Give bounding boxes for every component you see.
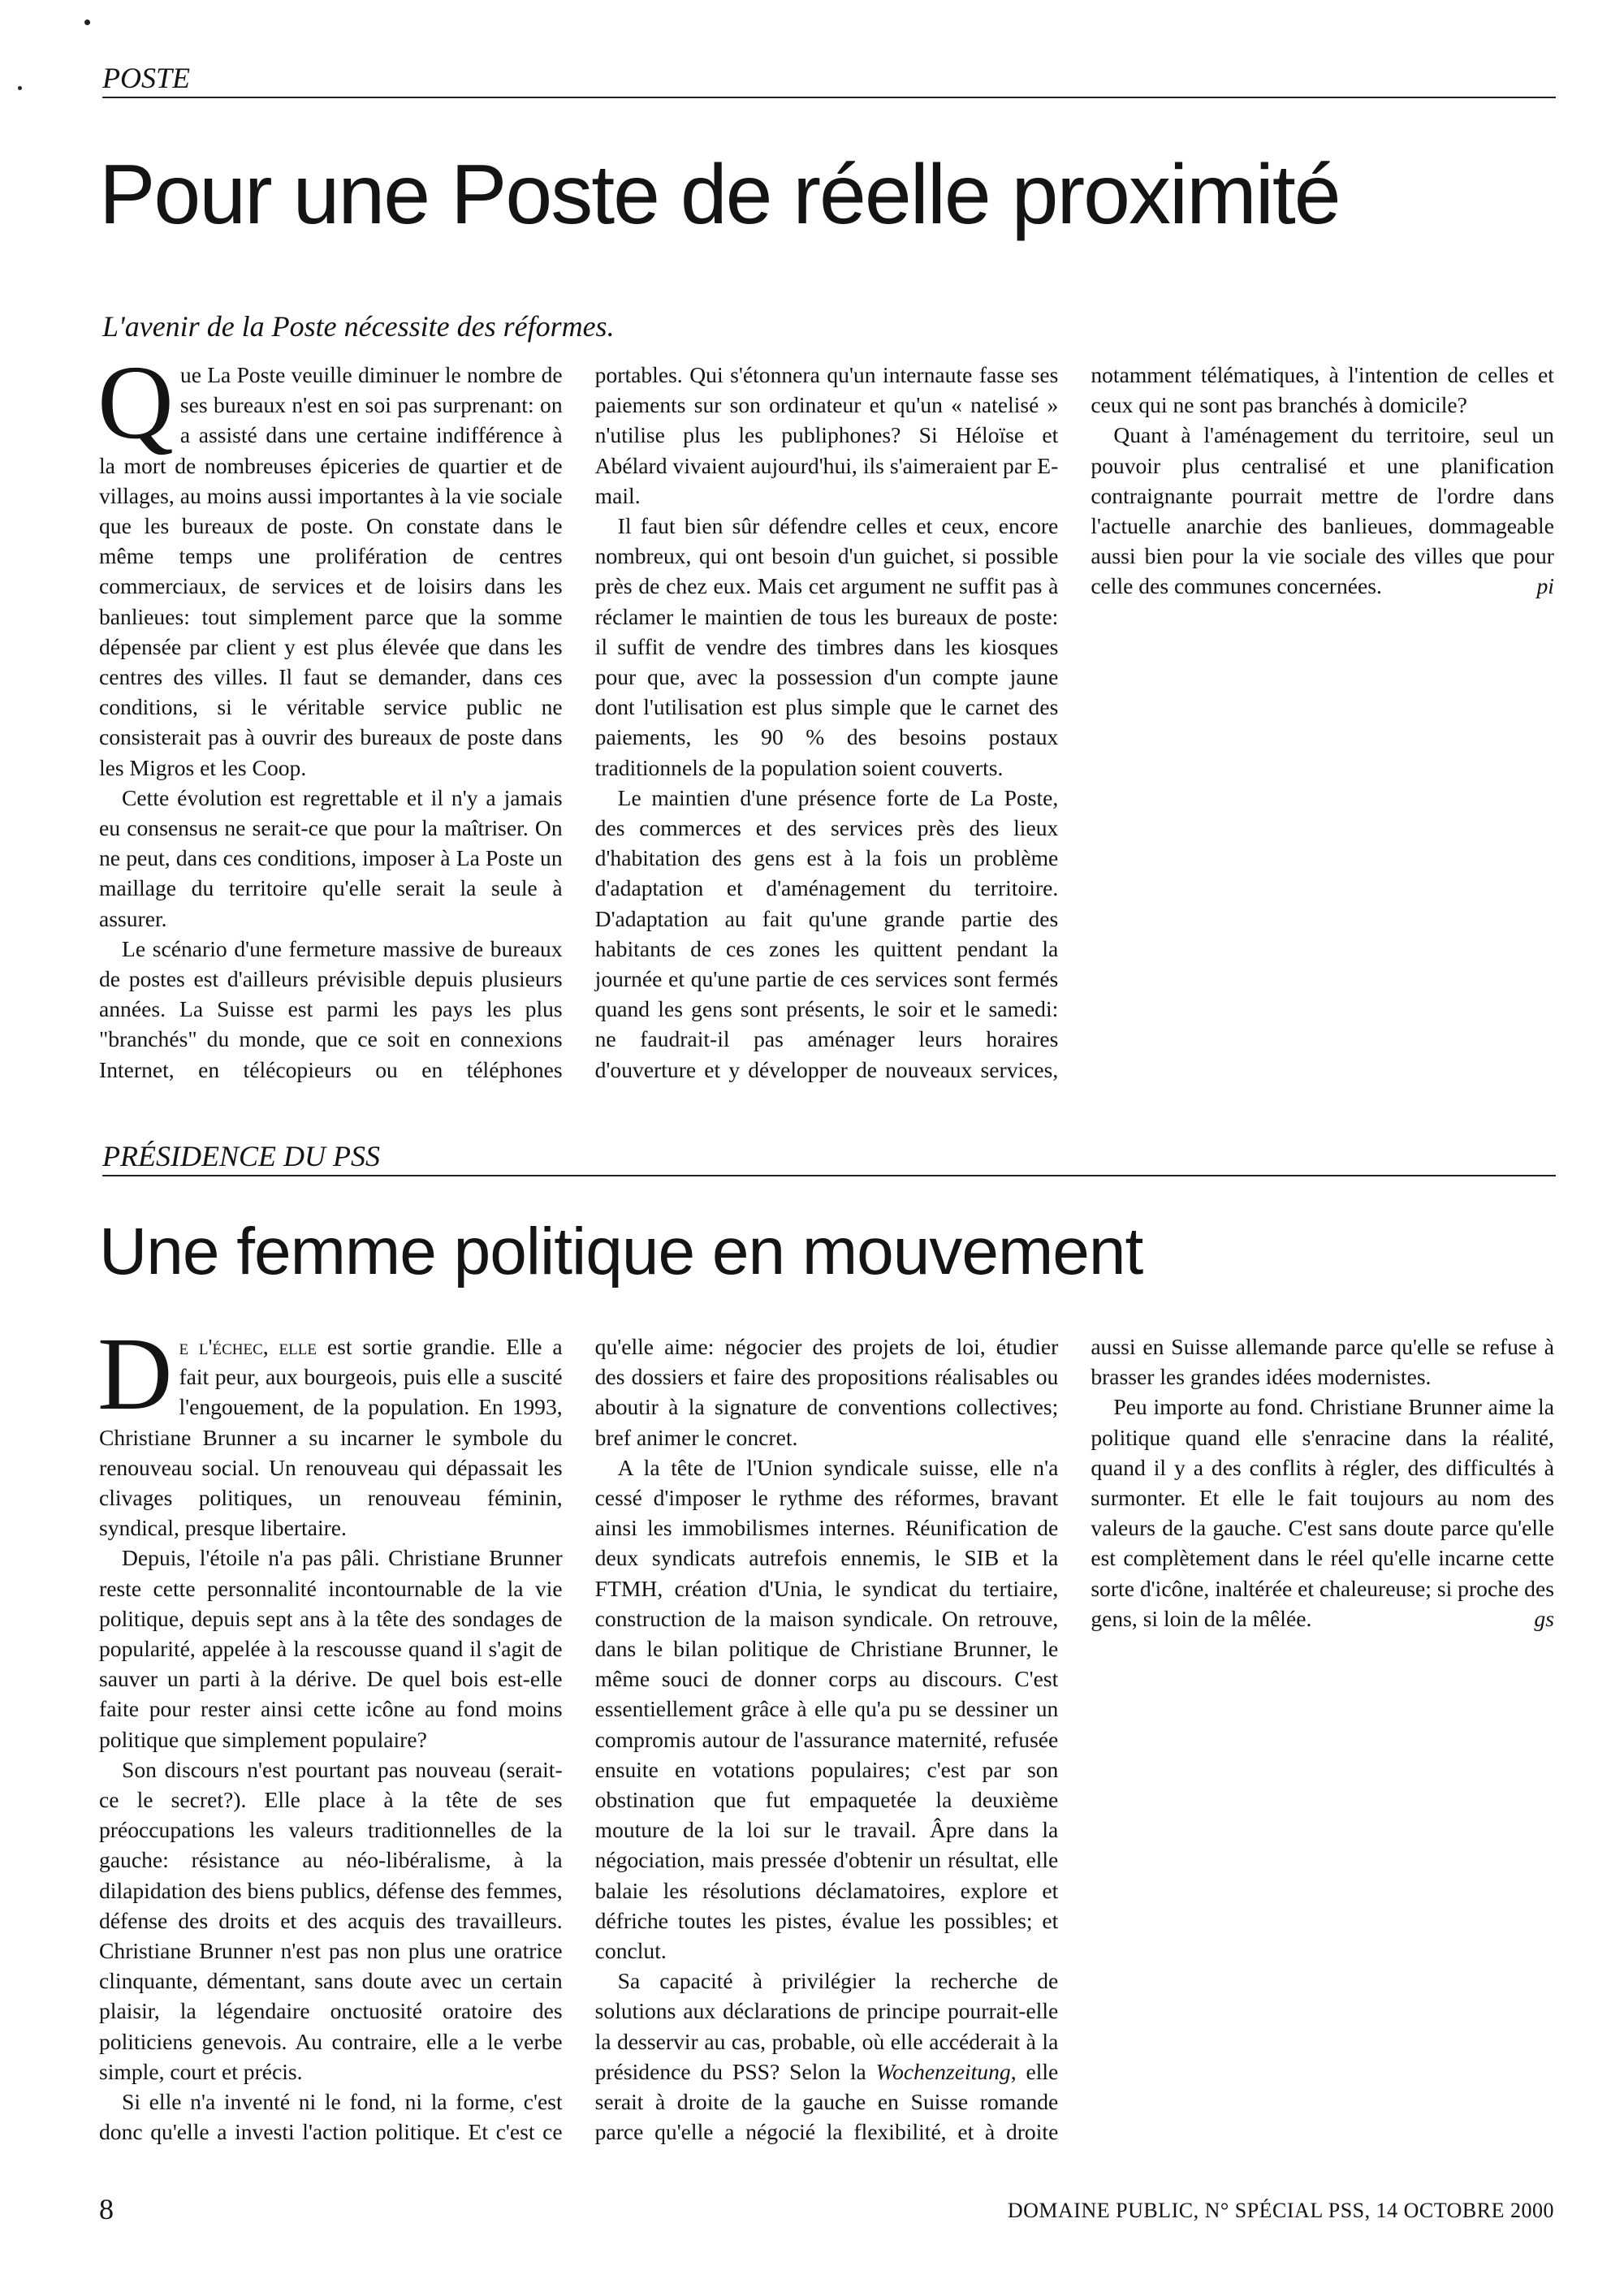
paragraph-text: Quant à l'aménagement du territoire, seul un pouvoir plus centralisé et une planification contraignante pourrait mettre de l'ordre dans l'actuelle anarchie des banlieues, dommageable aussi bien pour la vie sociale des villes que pour celle des communes concernées. bbox=[1091, 422, 1554, 599]
article-body bbox=[97, 1316, 1554, 2147]
rubric-label: POSTE bbox=[102, 62, 190, 94]
paragraph-text: est sortie grandie. Elle a fait peur, aux bourgeois, puis elle a suscité l'engouement, de la population. En 1993, Christiane Brunner a su incarner le symbole du renouveau social. Un renouveau qui dépassait les clivages politiques, un renouveau féminin, syndical, presque libertaire. bbox=[99, 1334, 563, 1541]
article-title: Une femme politique en mouvement bbox=[99, 1215, 1143, 1288]
page-number: 8 bbox=[99, 2193, 114, 2225]
author-signature: pi bbox=[1536, 573, 1554, 599]
scan-speck bbox=[18, 86, 22, 90]
rubric-presidence bbox=[102, 1140, 1556, 1176]
paragraph-text: Sa capacité à privilégier la recherche de solutions aux déclarations de principe pourrait-elle la desservir au cas, probable, où elle accéderait à la présidence du PSS? Selon la bbox=[594, 1968, 1059, 2084]
paragraph: Depuis, l'étoile n'a pas pâli. Christiane Brunner reste cette personnalité incontournable de la vie politique, depuis sept ans à la tête des sondages de popularité, appelée à la rescousse quand il s'agit de sauver un parti à la dérive. De quel bois est-elle faite pour rester ainsi cette icône au fond moins politique que simplement populaire? bbox=[99, 1545, 563, 1752]
paragraph-text: ue La Poste veuille diminuer le nombre de ses bureaux n'est en soi pas surprenant: on a assisté dans une certaine indifférence à la mort de nombreuses épiceries de quartier et de villages, au moins aussi importantes à la vie sociale que les bureaux de poste. On constate dans le même temps une prolifération de centres commerciaux, de services et de loisirs dans les banlieues: tout simplement parce que la somme dépensée par client y est plus élevée que dans les centres des villes. Il faut se demander, dans ces conditions, si le véritable service public ne consisterait pas à ouvrir des bureaux de poste dans les Migros et les Coop. bbox=[99, 362, 563, 780]
paragraph: Il faut bien sûr défendre celles et ceux, encore nombreux, qui ont besoin d'un guichet, si possible près de chez eux. Mais cet argument ne suffit pas à réclamer le maintien de tous les bureaux de poste: il suffit de vendre des timbres dans les kiosques pour que, avec la possession d'un compte jaune dont l'utilisation est plus simple que le carnet des paiements, les 90 % des besoins postaux traditionnels de la population soient couverts. bbox=[594, 513, 1059, 780]
scan-speck bbox=[84, 19, 90, 25]
paragraph: A la tête de l'Union syndicale suisse, elle n'a cessé d'imposer le rythme des réformes, bravant ainsi les immobilismes internes. Réunification de deux syndicats autrefois ennemis, le SIB et la FTMH, création d'Unia, le syndicat du tertiaire, construction de la maison syndicale. On retrouve, dans le bilan politique de Christiane Brunner, le même souci de donner corps au discours. C'est essentiellement grâce à elle qu'a pu se dessiner un compromis autour de l'assurance maternité, refusée ensuite en votations populaires; c'est par son obstination que fut empaquetée la deuxième mouture de la loi sur le travail. Âpre dans la négociation, mais pressée d'obtenir un résultat, elle balaie les résolutions déclamatoires, explore et défriche toutes les pistes, évalue les possibles; et conclut. bbox=[594, 1454, 1059, 1964]
rubric-label: PRÉSIDENCE DU PSS bbox=[102, 1140, 380, 1172]
lead-in: e l'échec, elle bbox=[179, 1334, 317, 1359]
article-body bbox=[97, 344, 1554, 1107]
article-title: Pour une Poste de réelle proximité bbox=[99, 148, 1340, 242]
author-signature: gs bbox=[1534, 1605, 1554, 1631]
publication-info: DOMAINE PUBLIC, N° SPÉCIAL PSS, 14 OCTOBRE 2000 bbox=[1007, 2199, 1554, 2222]
article-subtitle: L'avenir de la Poste nécessite des réformes. bbox=[102, 310, 615, 343]
paragraph: Le scénario d'une fermeture massive de bureaux de postes est d'ailleurs prévisible depuis plusieurs années. La Suisse est parmi les pays les plus "branchés" du monde, que ce soit en connexions Internet, en télécopieurs ou en téléphones portables. Qui s'étonnera qu'un internaute fasse ses paiements sur son ordinateur et qu'un « natelisé » n'utilise plus les publiphones? Si Héloïse et Abélard vivaient aujourd'hui, ils s'aimeraient par E-mail. bbox=[99, 362, 1059, 1082]
drop-cap: D bbox=[97, 1316, 173, 1431]
paragraph: Le maintien d'une présence forte de La Poste, des commerces et des services près des lieux d'habitation des gens est à la fois un problème d'adaptation et d'aménagement du territoire. D'adaptation au fait qu'une grande partie des habitants de ces zones les quittent pendant la journée et qu'une partie de ces services sont fermés quand les gens sont présents, le soir et le samedi: ne faudrait-il pas aménager leurs horaires d'ouverture et y développer de nouveaux services, notamment télématiques, à l'intention de celles et ceux qui ne sont pas branchés à domicile? bbox=[594, 362, 1554, 1082]
paragraph-text: , elle serait à droite de la gauche en Suisse romande parce qu'elle a négocié la flexibilité, et à droite aussi en Suisse allemande parce qu'elle se refuse à brasser les grandes idées modernistes. bbox=[594, 1334, 1554, 2145]
paragraph-text: Peu importe au fond. Christiane Brunner aime la politique quand elle s'enracine dans la réalité, quand il y a des conflits à régler, des difficultés à surmonter. Et elle le fait toujours au nom des valeurs de la gauche. C'est sans doute parce qu'elle est complètement dans le réel qu'elle incarne cette sorte d'icône, inaltérée et chaleureuse; si proche des gens, si loin de la mêlée. bbox=[1091, 1394, 1554, 1631]
paragraph: Son discours n'est pourtant pas nouveau (serait-ce le secret?). Elle place à la tête de ses préoccupations les valeurs traditionnelles de la gauche: résistance au néo-libéralisme, à la dilapidation des biens publics, défense des femmes, défense des droits et des acquis des travailleurs. Christiane Brunner n'est pas non plus une oratrice clinquante, démentant, sans doute avec un certain plaisir, la légendaire onctuosité oratoire des politiciens genevois. Au contraire, elle a le verbe simple, court et précis. bbox=[99, 1756, 563, 2084]
paragraph: Cette évolution est regrettable et il n'y a jamais eu consensus ne serait-ce que pour la maîtriser. On ne peut, dans ces conditions, imposer à La Poste un maillage du territoire qu'elle serait la seule à assurer. bbox=[99, 784, 563, 931]
paragraph bbox=[97, 344, 563, 783]
paragraph bbox=[97, 1316, 563, 1543]
paragraph bbox=[1091, 1392, 1554, 1634]
rubric-poste bbox=[102, 62, 1556, 98]
paragraph: Si elle n'a inventé ni le fond, ni la forme, c'est donc qu'elle a investi l'action politique. Et c'est ce qu'elle aime: négocier des projets de loi, étudier des dossiers et faire des propositions réalisables ou aboutir à la signature de conventions collectives; bref animer le concret. bbox=[99, 1334, 1059, 2145]
paragraph bbox=[1091, 420, 1554, 601]
newspaper-name: Wochenzeitung bbox=[875, 2058, 1011, 2084]
drop-cap: Q bbox=[97, 344, 174, 461]
